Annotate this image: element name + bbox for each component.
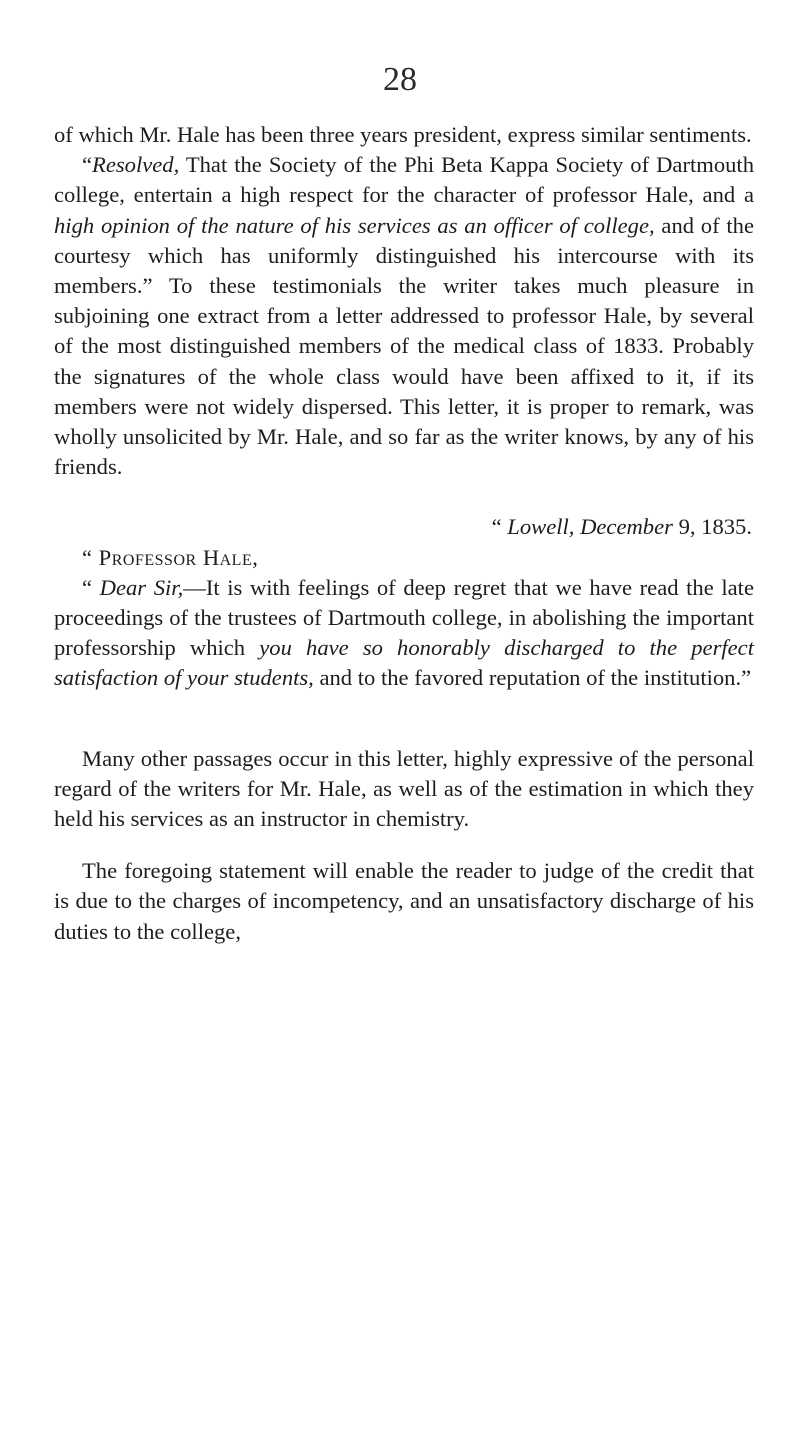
paragraph-other-passages: Many other passages occur in this letter, highly expressive of the personal regard of the writers for Mr. Hale, as well as of the estimation in which they held his services as an instructor in chemistry. [54,745,754,832]
resolved-word: Resolved, [92,152,180,178]
letter-dateline [54,512,754,542]
body-open-quote: “ [82,574,100,600]
letter-salutation: “ Professor Hale, [82,544,259,570]
paragraph-resolution [54,150,754,482]
open-quote: “ [82,152,93,178]
letter-body [54,573,754,694]
dateline-date: 9, 1835. [672,514,752,540]
letter-emphasis: you have so honorably discharged to the perfect satisfaction of your students, [54,635,754,691]
resolution-text-2: and of the courtesy which has uniformly distinguished his intercourse with its members.” To these testimonials the writer takes much pleasure in subjoining one extract from a letter addressed to professor Hale, by several of the most distinguished members of the medical class of 1833. Probably the signatures of the whole class would have been affixed to it, if its members were not widely dispersed. This letter, it is proper to remark, was wholly unsolicited by Mr. Hale, and so far as the writer knows, by any of his friends. [54,212,755,480]
letter-text-2: and to the favored reputation of the institution.” [313,665,752,691]
paragraph-continuation: of which Mr. Hale has been three years president, express similar sentiments. [54,122,752,147]
letter-text-1: —It is with feelings of deep regret that we have read the late proceedings of the trustees of Dartmouth college, in abolishing the important professorship which [54,574,754,661]
body-text [54,120,754,947]
dear-sir: Dear Sir, [99,574,184,600]
page-number: 28 [383,61,417,98]
resolution-emphasis: high opinion of the nature of his services as an officer of college, [54,212,655,238]
paragraph-foregoing: The foregoing statement will enable the reader to judge of the credit that is due to the charges of incompetency, and an unsatisfactory discharge of his duties to the college, [54,858,754,944]
dateline-place: Lowell, December [507,514,673,540]
dateline-open-quote: “ [491,514,508,540]
resolution-text-1: That the Society of the Phi Beta Kappa Society of Dartmouth college, entertain a high respect for the character of professor Hale, and a [54,152,754,208]
